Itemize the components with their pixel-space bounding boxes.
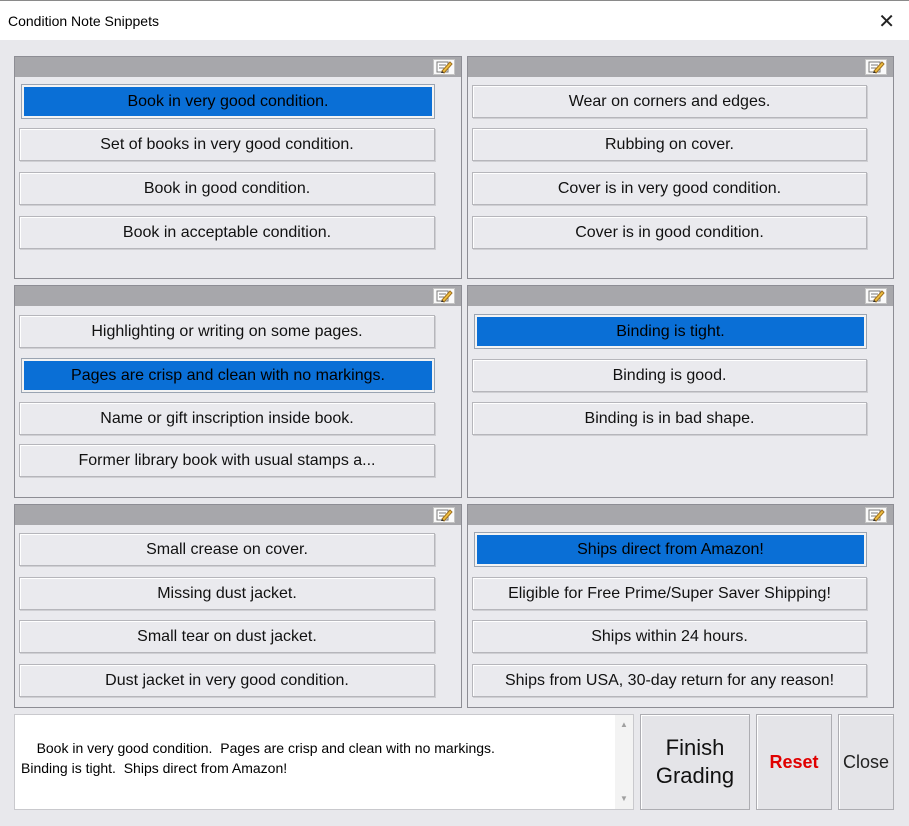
snippet-button[interactable]: Name or gift inscription inside book. — [19, 402, 435, 435]
finish-label-line1: Finish — [665, 735, 725, 760]
reset-button[interactable] — [756, 714, 832, 810]
edit-icon[interactable] — [433, 507, 455, 523]
edit-icon[interactable] — [433, 59, 455, 75]
snippet-panel-6 — [467, 504, 894, 708]
notes-scrollbar[interactable] — [615, 715, 633, 809]
notes-text: Book in very good condition. Pages are crisp and clean with no markings. Binding is tight. Ships direct from Amazon! — [21, 740, 495, 776]
panel-header — [15, 57, 461, 77]
close-label: Close — [842, 751, 890, 772]
snippet-button[interactable]: Cover is in good condition. — [472, 216, 867, 249]
snippet-button[interactable]: Binding is tight. — [475, 315, 866, 348]
panel-header — [15, 505, 461, 525]
snippet-button[interactable]: Rubbing on cover. — [472, 128, 867, 161]
snippet-button[interactable]: Small crease on cover. — [19, 533, 435, 566]
snippet-panel-2 — [467, 56, 894, 279]
title-bar — [0, 0, 909, 41]
window-title: Condition Note Snippets — [8, 13, 159, 29]
panel-header — [15, 286, 461, 306]
snippet-button[interactable]: Wear on corners and edges. — [472, 85, 867, 118]
panel-header — [468, 286, 893, 306]
condition-notes-textarea[interactable] — [14, 714, 634, 810]
snippet-button[interactable]: Former library book with usual stamps a... — [19, 444, 435, 477]
dialog-body — [0, 40, 909, 826]
snippet-button[interactable]: Eligible for Free Prime/Super Saver Shipping! — [472, 577, 867, 610]
snippet-panel-3 — [14, 285, 462, 498]
edit-icon[interactable] — [433, 288, 455, 304]
snippet-button[interactable]: Dust jacket in very good condition. — [19, 664, 435, 697]
edit-icon[interactable] — [865, 59, 887, 75]
close-button[interactable] — [838, 714, 894, 810]
snippet-button[interactable]: Small tear on dust jacket. — [19, 620, 435, 653]
reset-label: Reset — [769, 751, 819, 772]
snippet-button[interactable]: Highlighting or writing on some pages. — [19, 315, 435, 348]
snippet-button[interactable]: Pages are crisp and clean with no markings. — [22, 359, 434, 392]
finish-label-line2: Grading — [655, 763, 735, 788]
scroll-up-icon[interactable]: ▲ — [620, 720, 628, 729]
snippet-button[interactable]: Cover is in very good condition. — [472, 172, 867, 205]
scroll-down-icon[interactable]: ▼ — [620, 794, 628, 803]
snippet-panel-4 — [467, 285, 894, 498]
snippet-button[interactable]: Book in good condition. — [19, 172, 435, 205]
snippet-button[interactable]: Book in very good condition. — [22, 85, 434, 118]
close-icon[interactable]: ✕ — [878, 11, 895, 33]
edit-icon[interactable] — [865, 507, 887, 523]
snippet-panel-5 — [14, 504, 462, 708]
snippet-button[interactable]: Binding is good. — [472, 359, 867, 392]
snippet-button[interactable]: Ships within 24 hours. — [472, 620, 867, 653]
snippet-panel-1 — [14, 56, 462, 279]
edit-icon[interactable] — [865, 288, 887, 304]
snippet-button[interactable]: Missing dust jacket. — [19, 577, 435, 610]
snippet-button[interactable]: Set of books in very good condition. — [19, 128, 435, 161]
finish-grading-button[interactable] — [640, 714, 750, 810]
snippet-button[interactable]: Ships direct from Amazon! — [475, 533, 866, 566]
snippet-button[interactable]: Book in acceptable condition. — [19, 216, 435, 249]
panel-header — [468, 505, 893, 525]
snippet-button[interactable]: Ships from USA, 30-day return for any reason! — [472, 664, 867, 697]
snippet-button[interactable]: Binding is in bad shape. — [472, 402, 867, 435]
panel-header — [468, 57, 893, 77]
